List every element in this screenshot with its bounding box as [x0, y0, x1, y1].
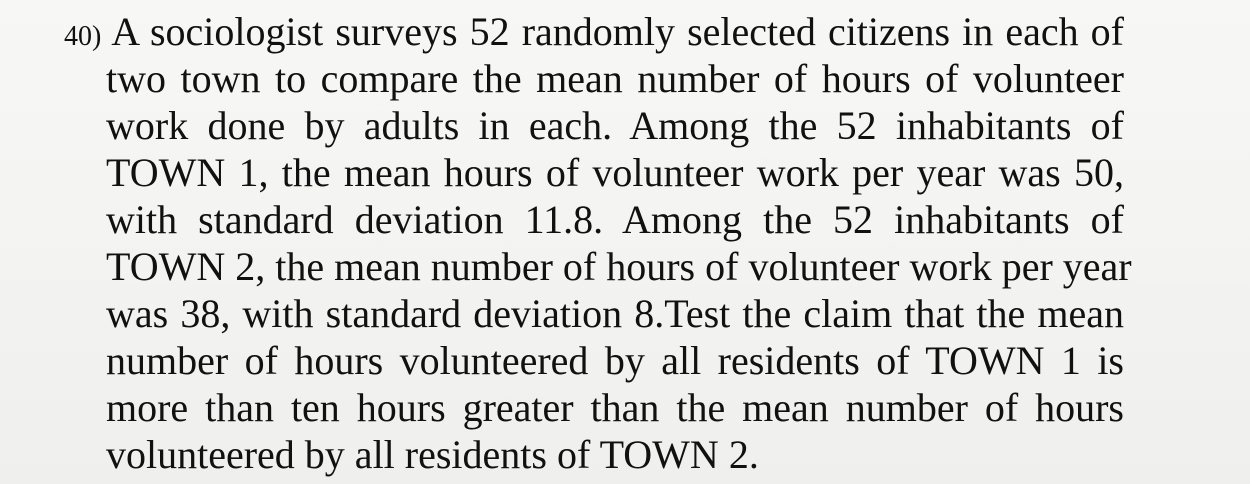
problem-text-line: more than ten hours greater than the mean number of hours: [106, 385, 1124, 430]
problem-text-line: work done by adults in each. Among the 52 inhabitants of: [106, 103, 1124, 148]
problem-text-line: TOWN 2, the mean number of hours of volunteer work per year: [106, 244, 1132, 289]
problem-text-line: two town to compare the mean number of hours of volunteer: [106, 56, 1124, 101]
problem-text-line: TOWN 1, the mean hours of volunteer work per year was 50,: [106, 150, 1124, 195]
problem-number: 40): [64, 21, 102, 52]
problem-text-line: number of hours volunteered by all residents of TOWN 1 is: [106, 338, 1124, 383]
problem-text-line: was 38, with standard deviation 8.Test the claim that the mean: [106, 291, 1124, 336]
problem-line-1: [64, 8, 1124, 55]
problem-statement: [64, 8, 1132, 478]
problem-text-line: with standard deviation 11.8. Among the 52 inhabitants of: [106, 197, 1124, 242]
problem-text-line: volunteered by all residents of TOWN 2.: [106, 432, 759, 477]
problem-text-line: A sociologist surveys 52 randomly selected citizens in each of: [111, 9, 1125, 54]
